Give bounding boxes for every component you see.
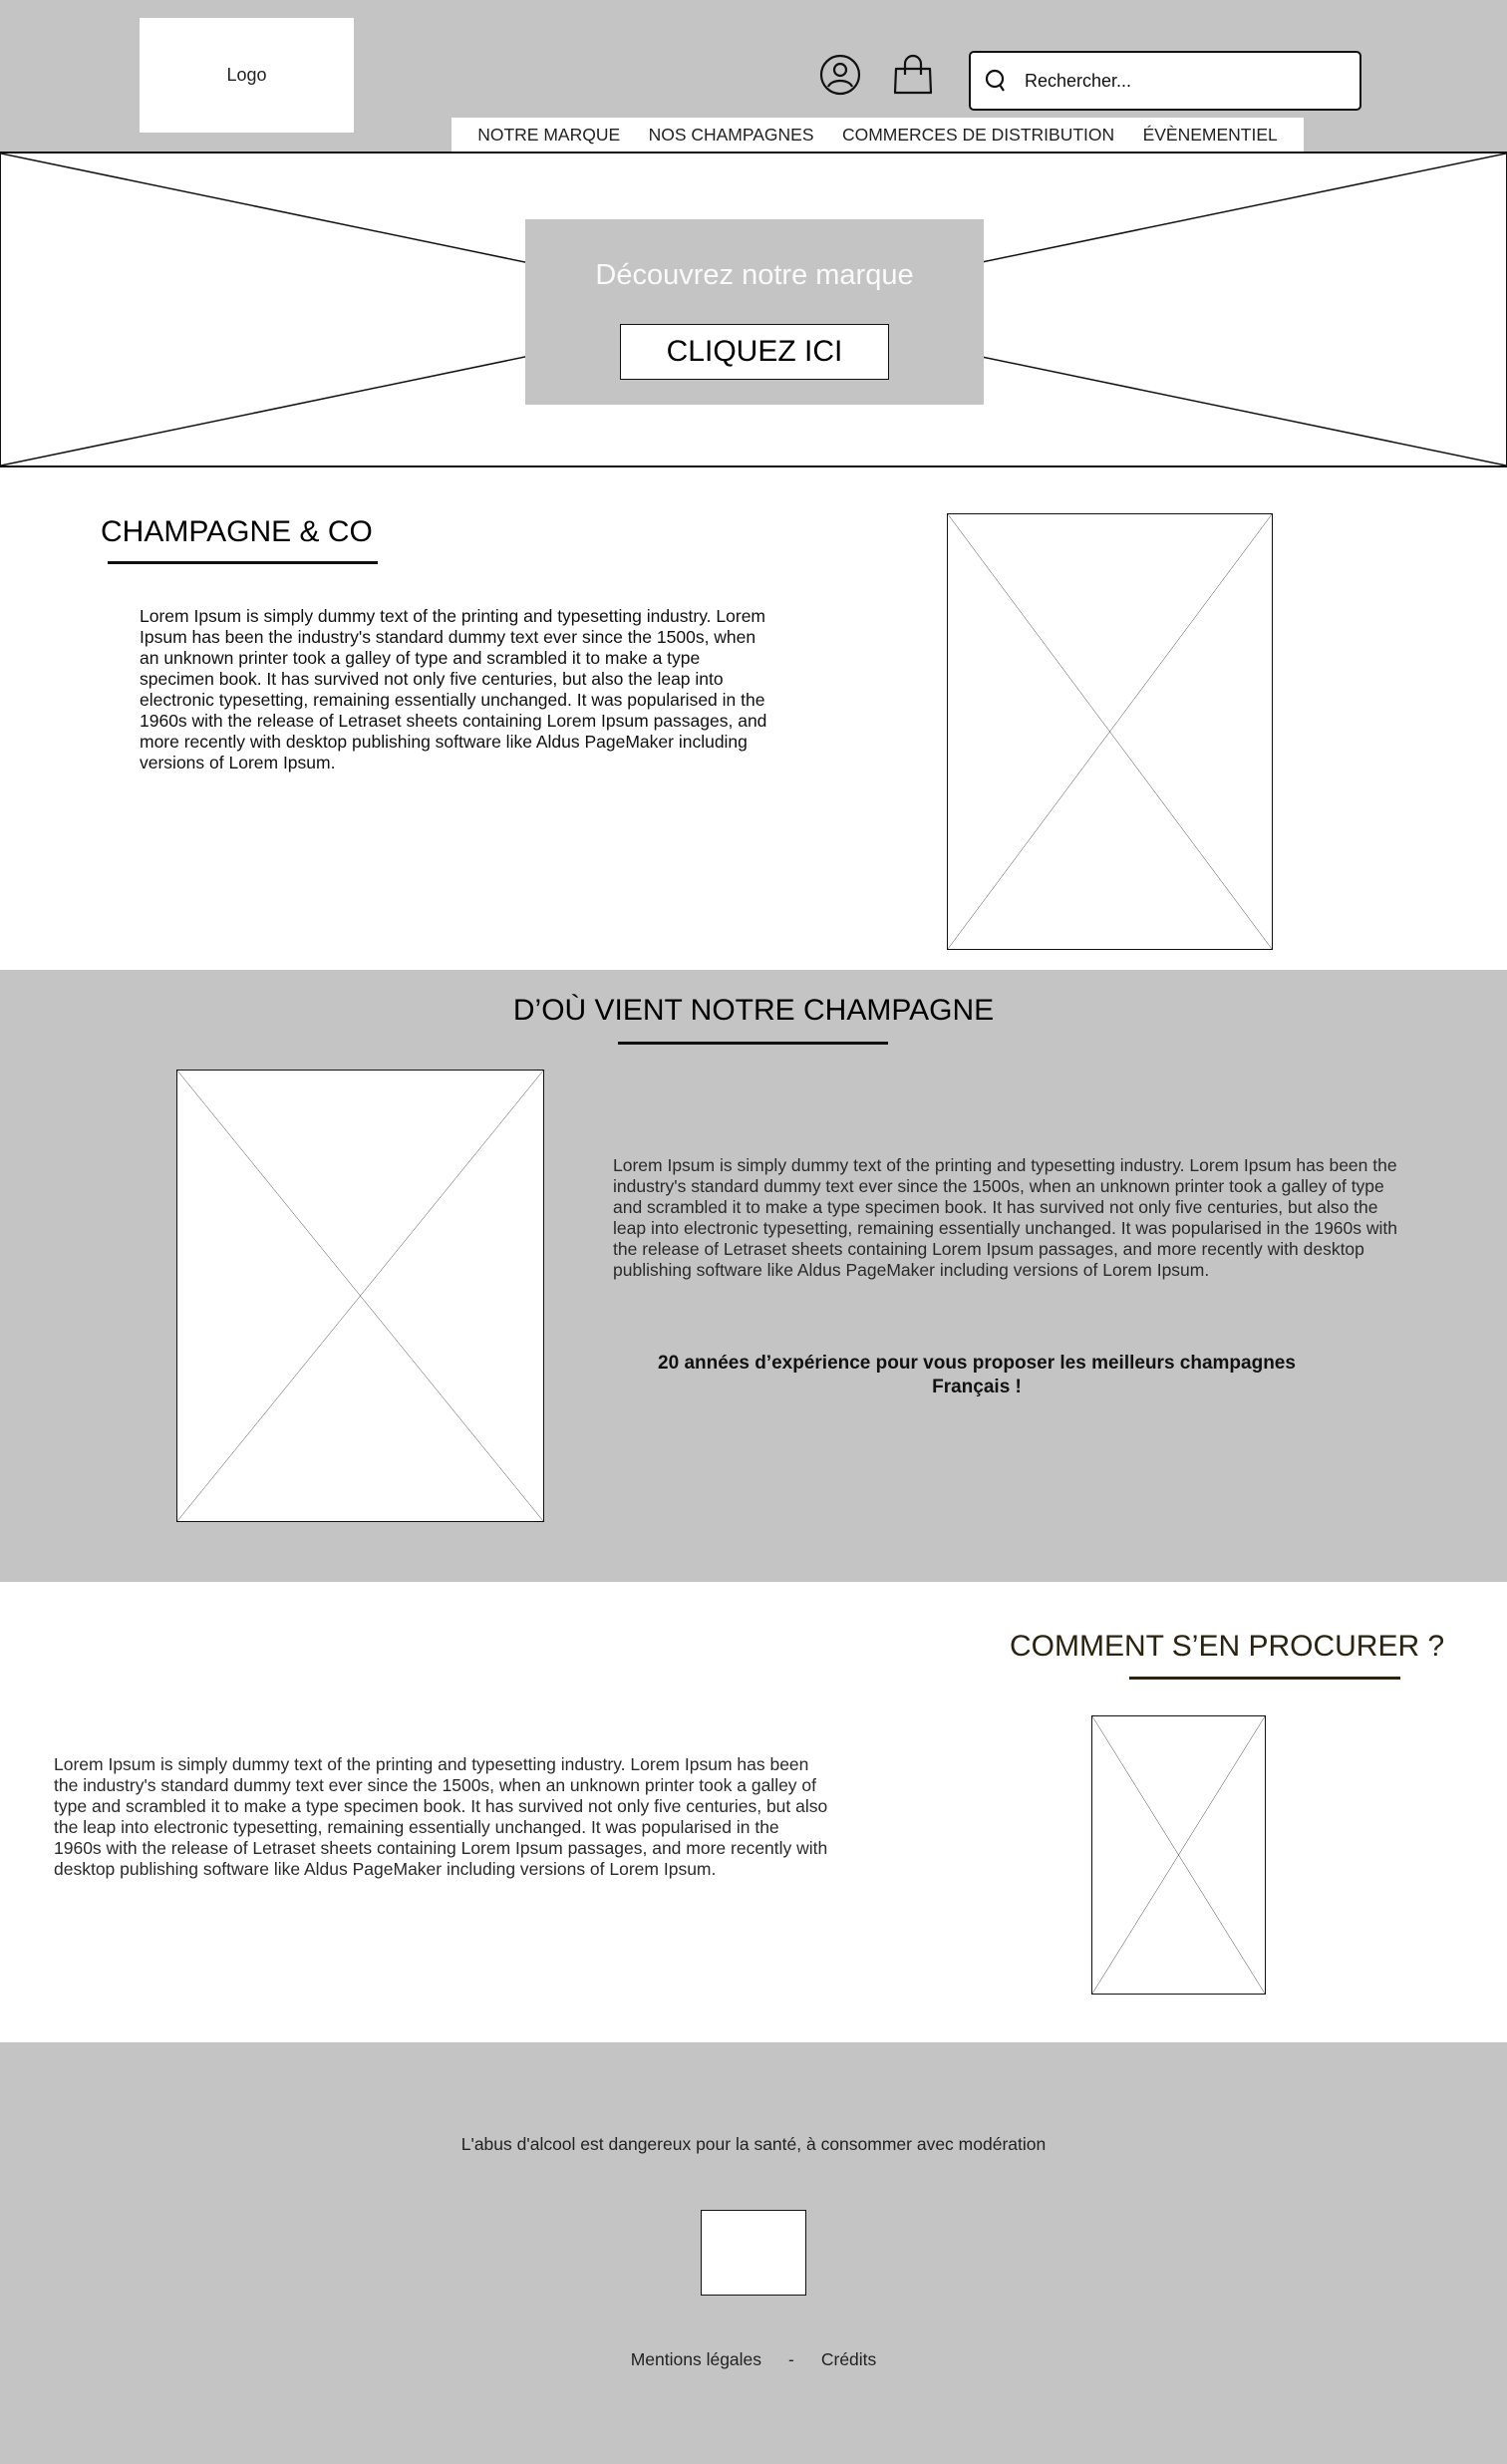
image-placeholder-icon (1092, 1716, 1265, 1994)
origin-highlight: 20 années d’expérience pour vous proposer les meilleurs champagnes Français ! (658, 1353, 1296, 1397)
nav-item-nos-champagnes[interactable]: NOS CHAMPAGNES (648, 125, 814, 145)
logo-label: Logo (226, 65, 267, 85)
brand-image-placeholder (947, 513, 1273, 950)
site-header (0, 0, 1507, 153)
origin-section-title: D’OÙ VIENT NOTRE CHAMPAGNE (512, 994, 995, 1027)
hero-title: Découvrez notre marque (595, 259, 914, 291)
search-icon (985, 69, 1007, 93)
hero-banner (0, 152, 1507, 467)
footer-links (0, 2349, 1507, 2370)
credits-link[interactable]: Crédits (820, 2349, 877, 2369)
buy-section-body: Lorem Ipsum is simply dummy text of the printing and typesetting industry. Lorem Ipsum has been the industry's standard dummy text ever since the 1500s, when an unknown printer took a galley of type and scrambled it to make a type specimen book. It has survived not only five centuries, but also the leap into electronic typesetting, remaining essentially unchanged. It was popularised in the 1960s with the release of Letraset sheets containing Lorem Ipsum passages, and more recently with desktop publishing software like Aldus PageMaker including versions of Lorem Ipsum. (54, 1754, 828, 1879)
image-placeholder-icon (948, 514, 1272, 949)
brand-section-title: CHAMPAGNE & CO (101, 515, 373, 548)
buy-image-placeholder (1091, 1715, 1266, 1995)
origin-title-underline (618, 1042, 888, 1045)
account-button[interactable] (818, 52, 862, 98)
hero-overlay (525, 219, 984, 405)
buy-title-underline (1129, 1677, 1400, 1680)
origin-section-body: Lorem Ipsum is simply dummy text of the printing and typesetting industry. Lorem Ipsum has been the industry's standard dummy text ever since the 1500s, when an unknown printer took a galley of type and scrambled it to make a type specimen book. It has survived not only five centuries, but also the leap into electronic typesetting, remaining essentially unchanged. It was popularised in the 1960s with the release of Letraset sheets containing Lorem Ipsum passages, and more recently with desktop publishing software like Aldus PageMaker including versions of Lorem Ipsum. (613, 1155, 1398, 1280)
legal-notice-link[interactable]: Mentions légales (630, 2349, 762, 2369)
search-input[interactable] (1025, 71, 1324, 92)
buy-section-title: COMMENT S’EN PROCURER ? (1010, 1630, 1445, 1663)
cart-button[interactable] (890, 52, 936, 98)
footer-logo-placeholder[interactable] (701, 2210, 806, 2296)
hero-cta-button[interactable]: CLIQUEZ ICI (620, 324, 889, 380)
alcohol-warning: L'abus d'alcool est dangereux pour la santé, à consommer avec modération (460, 2134, 1047, 2154)
nav-item-evenementiel[interactable]: ÉVÈNEMENTIEL (1142, 125, 1278, 145)
logo-placeholder[interactable] (140, 18, 354, 133)
shopping-bag-icon (891, 53, 935, 97)
user-circle-icon (819, 54, 861, 96)
brand-title-underline (108, 561, 378, 564)
search-bar[interactable] (969, 51, 1361, 111)
brand-section (0, 467, 1507, 970)
site-footer (0, 2042, 1507, 2464)
brand-section-body: Lorem Ipsum is simply dummy text of the printing and typesetting industry. Lorem Ipsum has been the industry's standard dummy text ever since the 1500s, when an unknown printer took a galley of type and scrambled it to make a type specimen book. It has survived not only five centuries, but also the leap into electronic typesetting, remaining essentially unchanged. It was popularised in the 1960s with the release of Letraset sheets containing Lorem Ipsum passages, and more recently with desktop publishing software like Aldus PageMaker including versions of Lorem Ipsum. (140, 606, 767, 772)
nav-item-notre-marque[interactable]: NOTRE MARQUE (477, 125, 621, 145)
buy-section (0, 1582, 1507, 2042)
footer-link-separator: - (788, 2349, 794, 2369)
nav-item-commerces-distribution[interactable]: COMMERCES DE DISTRIBUTION (841, 125, 1115, 145)
main-nav (452, 118, 1304, 153)
image-placeholder-icon (177, 1071, 543, 1521)
origin-image-placeholder (176, 1070, 544, 1522)
origin-section (0, 970, 1507, 1582)
